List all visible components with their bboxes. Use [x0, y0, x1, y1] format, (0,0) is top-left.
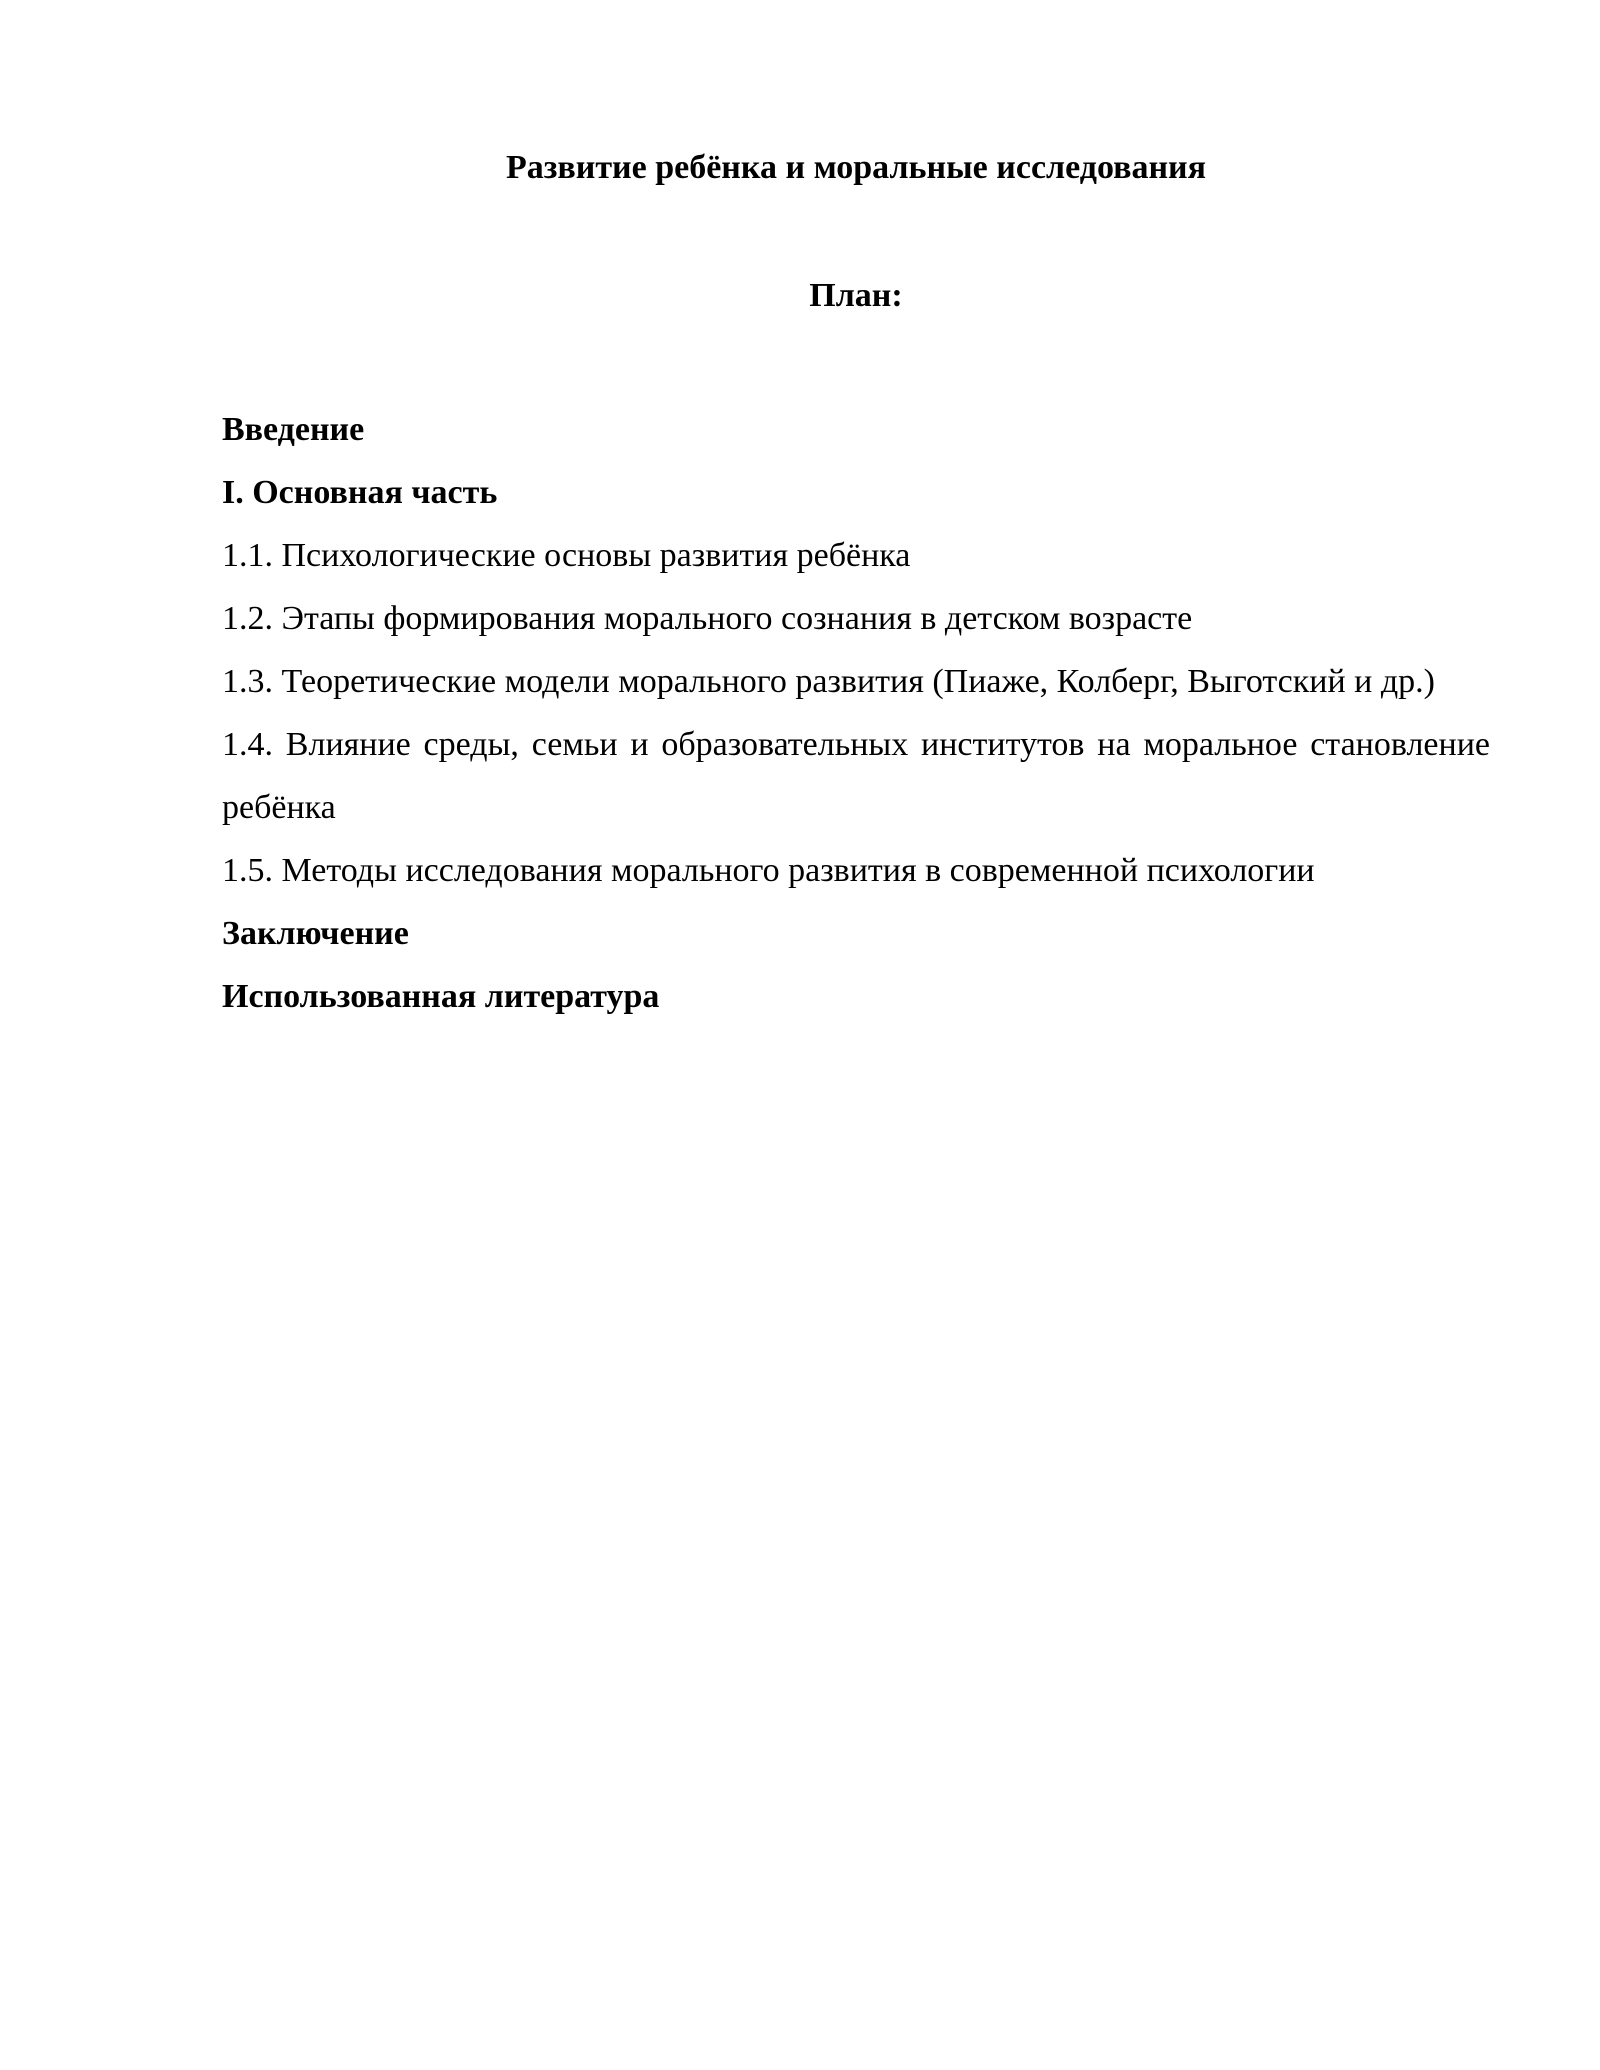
- toc-item-1-5: 1.5. Методы исследования морального развития в современной психологии: [222, 852, 1315, 889]
- document-title: Развитие ребёнка и моральные исследования: [505, 149, 1207, 186]
- toc-item-conclusion: Заключение: [222, 915, 409, 952]
- toc-item-1-4: 1.4. Влияние среды, семьи и образовательных институтов на моральное становление ребёнка: [222, 726, 1490, 826]
- toc-item-1-3: 1.3. Теоретические модели морального развития (Пиаже, Колберг, Выготский и др.): [222, 663, 1435, 700]
- toc-item-references: Использованная литература: [222, 978, 660, 1015]
- toc-item-1-2: 1.2. Этапы формирования морального сознания в детском возрасте: [222, 600, 1193, 637]
- plan-heading: План:: [809, 277, 903, 314]
- toc-item-main-part: I. Основная часть: [222, 474, 498, 511]
- toc-item-1-1: 1.1. Психологические основы развития ребёнка: [222, 537, 911, 574]
- table-of-contents: [222, 398, 1490, 1028]
- toc-item-introduction: Введение: [222, 411, 365, 448]
